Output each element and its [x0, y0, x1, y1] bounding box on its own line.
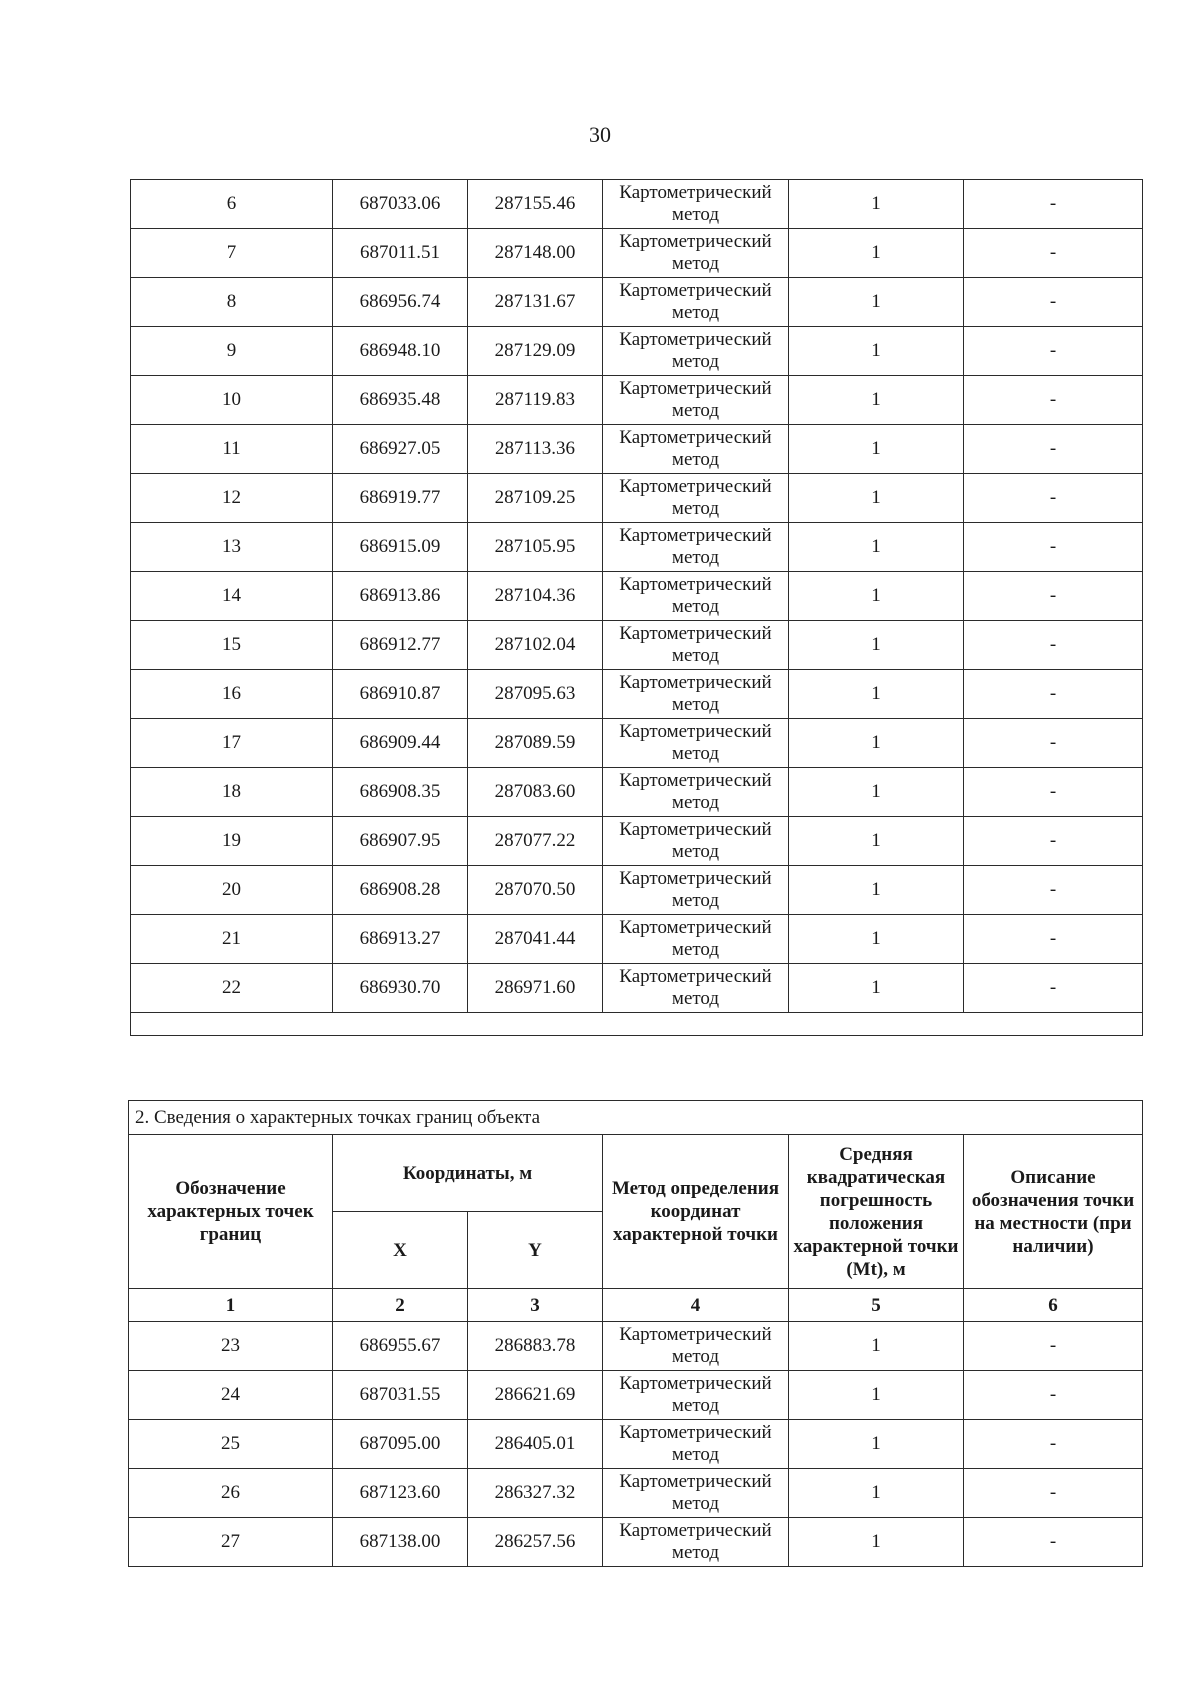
x-coordinate-cell: 686930.70 — [333, 964, 468, 1013]
column-number: 2 — [333, 1289, 468, 1322]
column-number: 5 — [789, 1289, 964, 1322]
mt-cell: 1 — [789, 229, 964, 278]
method-cell: Картометрический метод — [603, 866, 789, 915]
point-number-cell: 23 — [129, 1322, 333, 1371]
method-cell: Картометрический метод — [603, 523, 789, 572]
mt-cell: 1 — [789, 768, 964, 817]
description-cell: - — [964, 1322, 1143, 1371]
table-row — [129, 1420, 1143, 1469]
table-row — [131, 523, 1143, 572]
table-row — [129, 1322, 1143, 1371]
point-number-cell: 10 — [131, 376, 333, 425]
method-cell: Картометрический метод — [603, 670, 789, 719]
column-number: 6 — [964, 1289, 1143, 1322]
method-cell: Картометрический метод — [603, 621, 789, 670]
method-cell: Картометрический метод — [603, 425, 789, 474]
x-coordinate-cell: 687033.06 — [333, 180, 468, 229]
x-coordinate-cell: 686935.48 — [333, 376, 468, 425]
x-coordinate-cell: 687011.51 — [333, 229, 468, 278]
method-cell: Картометрический метод — [603, 1469, 789, 1518]
method-cell: Картометрический метод — [603, 1518, 789, 1567]
point-number-cell: 19 — [131, 817, 333, 866]
method-cell: Картометрический метод — [603, 768, 789, 817]
table-row — [131, 572, 1143, 621]
table-row — [129, 1518, 1143, 1567]
header-description: Описание обозначения точки на местности (при наличии) — [964, 1135, 1143, 1289]
y-coordinate-cell: 286621.69 — [468, 1371, 603, 1420]
table-row — [131, 474, 1143, 523]
x-coordinate-cell: 686948.10 — [333, 327, 468, 376]
method-cell: Картометрический метод — [603, 327, 789, 376]
description-cell: - — [964, 180, 1143, 229]
description-cell: - — [964, 474, 1143, 523]
method-cell: Картометрический метод — [603, 719, 789, 768]
point-number-cell: 12 — [131, 474, 333, 523]
table-row — [131, 719, 1143, 768]
y-coordinate-cell: 287070.50 — [468, 866, 603, 915]
table-caption: 2. Сведения о характерных точках границ объекта — [129, 1101, 1143, 1135]
header-points: Обозначение характерных точек границ — [129, 1135, 333, 1289]
description-cell: - — [964, 866, 1143, 915]
coordinates-table-continued — [130, 179, 1143, 1036]
table-row — [129, 1469, 1143, 1518]
mt-cell: 1 — [789, 425, 964, 474]
point-number-cell: 11 — [131, 425, 333, 474]
header-y: Y — [468, 1212, 603, 1289]
x-coordinate-cell: 686956.74 — [333, 278, 468, 327]
table-row — [131, 425, 1143, 474]
y-coordinate-cell: 286327.32 — [468, 1469, 603, 1518]
y-coordinate-cell: 286971.60 — [468, 964, 603, 1013]
mt-cell: 1 — [789, 719, 964, 768]
x-coordinate-cell: 686915.09 — [333, 523, 468, 572]
column-number: 4 — [603, 1289, 789, 1322]
y-coordinate-cell: 287129.09 — [468, 327, 603, 376]
point-number-cell: 8 — [131, 278, 333, 327]
mt-cell: 1 — [789, 278, 964, 327]
method-cell: Картометрический метод — [603, 1371, 789, 1420]
table-row — [131, 866, 1143, 915]
method-cell: Картометрический метод — [603, 964, 789, 1013]
table-row — [131, 229, 1143, 278]
y-coordinate-cell: 287104.36 — [468, 572, 603, 621]
y-coordinate-cell: 287041.44 — [468, 915, 603, 964]
header-coordinates: Координаты, м — [333, 1135, 603, 1212]
description-cell: - — [964, 523, 1143, 572]
y-coordinate-cell: 286405.01 — [468, 1420, 603, 1469]
description-cell: - — [964, 817, 1143, 866]
point-number-cell: 25 — [129, 1420, 333, 1469]
table-row — [129, 1371, 1143, 1420]
description-cell: - — [964, 229, 1143, 278]
point-number-cell: 6 — [131, 180, 333, 229]
table-row — [131, 327, 1143, 376]
table-row — [131, 768, 1143, 817]
y-coordinate-cell: 287102.04 — [468, 621, 603, 670]
mt-cell: 1 — [789, 1420, 964, 1469]
x-coordinate-cell: 687095.00 — [333, 1420, 468, 1469]
y-coordinate-cell: 286883.78 — [468, 1322, 603, 1371]
method-cell: Картометрический метод — [603, 1420, 789, 1469]
page-number: 30 — [589, 122, 611, 147]
header-mt: Средняя квадратическая погрешность положения характерной точки (Mt), м — [789, 1135, 964, 1289]
mt-cell: 1 — [789, 670, 964, 719]
table-row — [131, 915, 1143, 964]
y-coordinate-cell: 287155.46 — [468, 180, 603, 229]
method-cell: Картометрический метод — [603, 376, 789, 425]
boundary-points-table — [128, 1100, 1143, 1567]
y-coordinate-cell: 286257.56 — [468, 1518, 603, 1567]
y-coordinate-cell: 287095.63 — [468, 670, 603, 719]
table-row — [131, 670, 1143, 719]
method-cell: Картометрический метод — [603, 229, 789, 278]
table-caption-row — [129, 1101, 1143, 1135]
mt-cell: 1 — [789, 1518, 964, 1567]
y-coordinate-cell: 287119.83 — [468, 376, 603, 425]
description-cell: - — [964, 964, 1143, 1013]
mt-cell: 1 — [789, 1469, 964, 1518]
table-row — [131, 817, 1143, 866]
point-number-cell: 17 — [131, 719, 333, 768]
mt-cell: 1 — [789, 523, 964, 572]
mt-cell: 1 — [789, 1371, 964, 1420]
method-cell: Картометрический метод — [603, 474, 789, 523]
header-x: X — [333, 1212, 468, 1289]
method-cell: Картометрический метод — [603, 572, 789, 621]
point-number-cell: 18 — [131, 768, 333, 817]
point-number-cell: 7 — [131, 229, 333, 278]
y-coordinate-cell: 287083.60 — [468, 768, 603, 817]
y-coordinate-cell: 287105.95 — [468, 523, 603, 572]
x-coordinate-cell: 686919.77 — [333, 474, 468, 523]
point-number-cell: 20 — [131, 866, 333, 915]
empty-table-row — [131, 1013, 1143, 1036]
table-row — [131, 180, 1143, 229]
table-row — [131, 621, 1143, 670]
mt-cell: 1 — [789, 817, 964, 866]
point-number-cell: 24 — [129, 1371, 333, 1420]
x-coordinate-cell: 686913.27 — [333, 915, 468, 964]
coordinates-table-continued-body — [131, 180, 1143, 1036]
table-header-row — [129, 1135, 1143, 1212]
x-coordinate-cell: 686910.87 — [333, 670, 468, 719]
method-cell: Картометрический метод — [603, 1322, 789, 1371]
description-cell: - — [964, 670, 1143, 719]
x-coordinate-cell: 687138.00 — [333, 1518, 468, 1567]
header-method: Метод определения координат характерной точки — [603, 1135, 789, 1289]
y-coordinate-cell: 287109.25 — [468, 474, 603, 523]
x-coordinate-cell: 686907.95 — [333, 817, 468, 866]
y-coordinate-cell: 287089.59 — [468, 719, 603, 768]
point-number-cell: 13 — [131, 523, 333, 572]
point-number-cell: 27 — [129, 1518, 333, 1567]
description-cell: - — [964, 1518, 1143, 1567]
x-coordinate-cell: 686908.35 — [333, 768, 468, 817]
mt-cell: 1 — [789, 474, 964, 523]
point-number-cell: 15 — [131, 621, 333, 670]
x-coordinate-cell: 686912.77 — [333, 621, 468, 670]
description-cell: - — [964, 1469, 1143, 1518]
column-number: 1 — [129, 1289, 333, 1322]
description-cell: - — [964, 719, 1143, 768]
table-row — [131, 278, 1143, 327]
y-coordinate-cell: 287148.00 — [468, 229, 603, 278]
column-number-row — [129, 1289, 1143, 1322]
table-row — [131, 964, 1143, 1013]
table-row — [131, 376, 1143, 425]
description-cell: - — [964, 915, 1143, 964]
method-cell: Картометрический метод — [603, 915, 789, 964]
description-cell: - — [964, 1420, 1143, 1469]
mt-cell: 1 — [789, 915, 964, 964]
description-cell: - — [964, 278, 1143, 327]
method-cell: Картометрический метод — [603, 817, 789, 866]
point-number-cell: 14 — [131, 572, 333, 621]
x-coordinate-cell: 686955.67 — [333, 1322, 468, 1371]
empty-cell — [131, 1013, 1143, 1036]
method-cell: Картометрический метод — [603, 278, 789, 327]
description-cell: - — [964, 572, 1143, 621]
mt-cell: 1 — [789, 572, 964, 621]
point-number-cell: 9 — [131, 327, 333, 376]
description-cell: - — [964, 1371, 1143, 1420]
mt-cell: 1 — [789, 621, 964, 670]
boundary-points-table-body — [129, 1101, 1143, 1567]
y-coordinate-cell: 287131.67 — [468, 278, 603, 327]
mt-cell: 1 — [789, 1322, 964, 1371]
x-coordinate-cell: 686913.86 — [333, 572, 468, 621]
description-cell: - — [964, 376, 1143, 425]
mt-cell: 1 — [789, 964, 964, 1013]
mt-cell: 1 — [789, 180, 964, 229]
mt-cell: 1 — [789, 327, 964, 376]
mt-cell: 1 — [789, 376, 964, 425]
point-number-cell: 22 — [131, 964, 333, 1013]
column-number: 3 — [468, 1289, 603, 1322]
description-cell: - — [964, 621, 1143, 670]
description-cell: - — [964, 327, 1143, 376]
method-cell: Картометрический метод — [603, 180, 789, 229]
x-coordinate-cell: 686909.44 — [333, 719, 468, 768]
mt-cell: 1 — [789, 866, 964, 915]
description-cell: - — [964, 768, 1143, 817]
y-coordinate-cell: 287077.22 — [468, 817, 603, 866]
x-coordinate-cell: 686927.05 — [333, 425, 468, 474]
point-number-cell: 21 — [131, 915, 333, 964]
x-coordinate-cell: 686908.28 — [333, 866, 468, 915]
description-cell: - — [964, 425, 1143, 474]
x-coordinate-cell: 687031.55 — [333, 1371, 468, 1420]
point-number-cell: 16 — [131, 670, 333, 719]
point-number-cell: 26 — [129, 1469, 333, 1518]
y-coordinate-cell: 287113.36 — [468, 425, 603, 474]
x-coordinate-cell: 687123.60 — [333, 1469, 468, 1518]
